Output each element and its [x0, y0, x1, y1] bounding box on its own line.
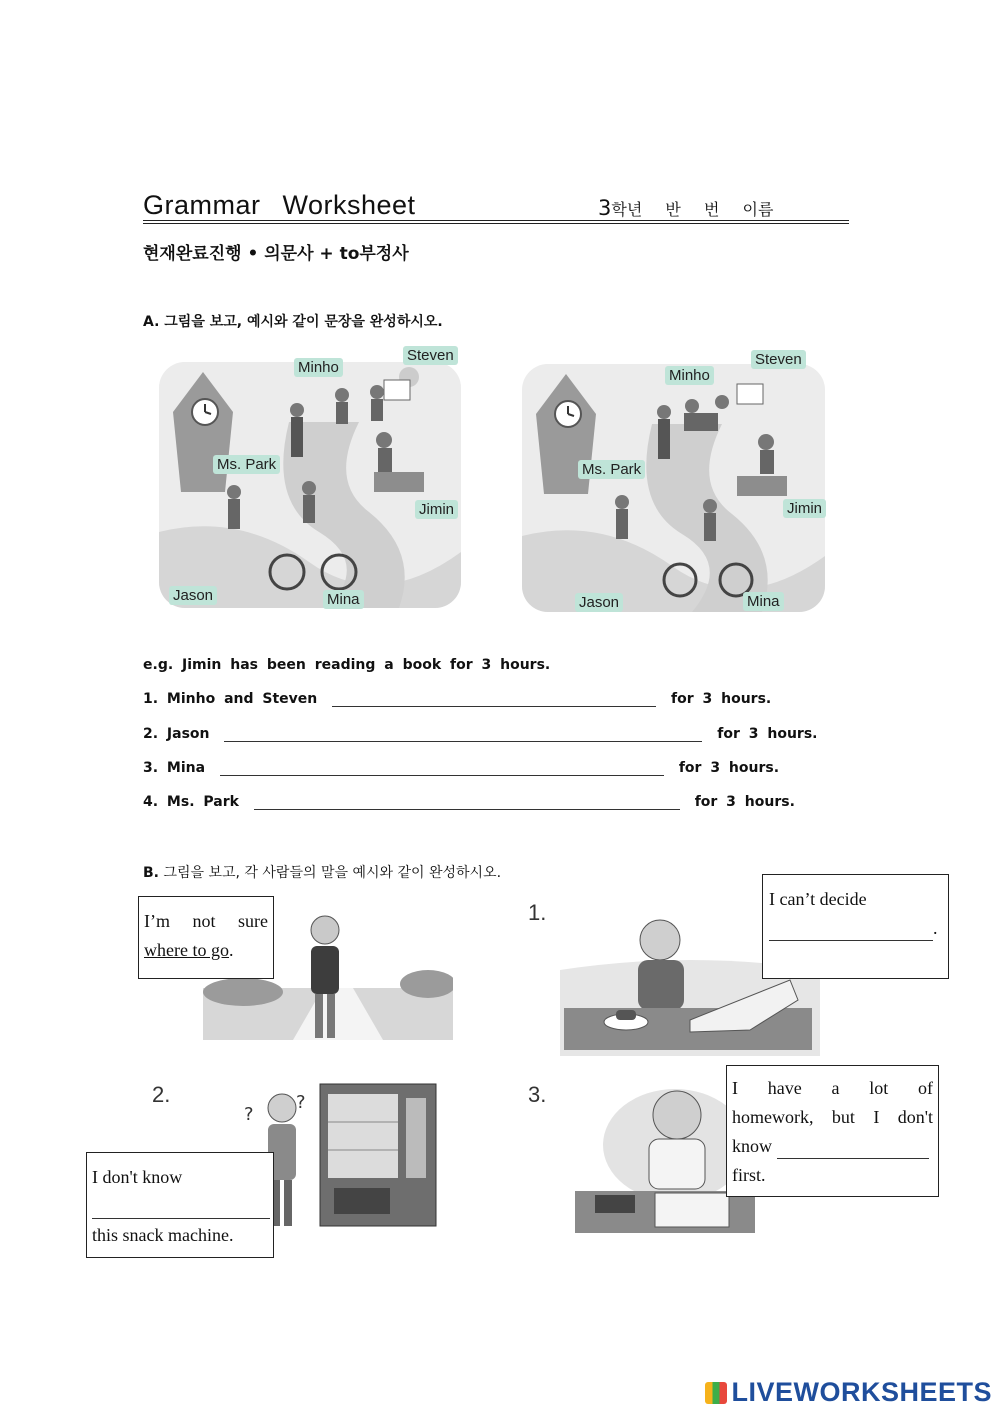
- answer-input-a1[interactable]: [332, 692, 656, 707]
- answer-input-b2[interactable]: [92, 1195, 270, 1219]
- worksheet-title: Grammar Worksheet: [143, 190, 416, 220]
- question-b3-number: 3.: [528, 1082, 547, 1107]
- question-a2: 2. Jason for 3 hours.: [143, 726, 818, 742]
- label-steven: Steven: [751, 350, 806, 369]
- park-scene-2: [522, 364, 825, 612]
- svg-text:?: ?: [296, 1092, 306, 1113]
- question-b1-number: 1.: [528, 900, 547, 925]
- label-minho: Minho: [294, 358, 343, 377]
- q2-speech-bubble: I don't know this snack machine.: [86, 1152, 274, 1258]
- answer-input-a3[interactable]: [220, 761, 664, 776]
- grammar-topic: 현재완료진행 • 의문사 + to부정사: [143, 244, 409, 264]
- q3-speech-bubble: I have a lot of homework, but I don't know first.: [726, 1065, 939, 1197]
- park-illustration: [159, 362, 461, 608]
- example-sentence: e.g. Jimin has been reading a book for 3 hours.: [143, 657, 551, 673]
- label-mina: Mina: [323, 590, 364, 609]
- park-illustration: [522, 364, 825, 612]
- label-jason: Jason: [575, 593, 623, 612]
- question-a3: 3. Mina for 3 hours.: [143, 760, 780, 776]
- label-jimin: Jimin: [783, 499, 826, 518]
- question-a1: 1. Minho and Steven for 3 hours.: [143, 691, 772, 707]
- answer-input-a4[interactable]: [254, 795, 680, 810]
- label-jason: Jason: [169, 586, 217, 605]
- label-ms-park: Ms. Park: [578, 460, 645, 479]
- park-scene-1: [159, 362, 461, 608]
- question-a4: 4. Ms. Park for 3 hours.: [143, 794, 795, 810]
- label-steven: Steven: [403, 346, 458, 365]
- header-rule: [143, 223, 849, 224]
- answer-input-a2[interactable]: [224, 727, 702, 742]
- header-rule: [143, 220, 849, 221]
- question-b2-number: 2.: [152, 1082, 171, 1107]
- svg-text:?: ?: [244, 1104, 254, 1125]
- label-mina: Mina: [743, 592, 784, 611]
- q1-speech-bubble: I can’t decide .: [762, 874, 949, 979]
- section-a-instruction: A. 그림을 보고, 예시와 같이 문장을 완성하시오.: [143, 314, 443, 330]
- example-speech-bubble: I’m not sure where to go.: [138, 896, 274, 979]
- answer-input-b3[interactable]: [777, 1135, 929, 1159]
- student-info: 3학년 반 번 이름: [598, 196, 774, 220]
- answer-input-b1[interactable]: [769, 917, 933, 941]
- liveworksheets-logo-icon: [705, 1382, 727, 1404]
- label-jimin: Jimin: [415, 500, 458, 519]
- label-minho: Minho: [665, 366, 714, 385]
- liveworksheets-logo: LIVEWORKSHEETS: [705, 1377, 992, 1408]
- label-ms-park: Ms. Park: [213, 455, 280, 474]
- section-b-instruction: B. 그림을 보고, 각 사람들의 말을 예시와 같이 완성하시오.: [143, 865, 502, 881]
